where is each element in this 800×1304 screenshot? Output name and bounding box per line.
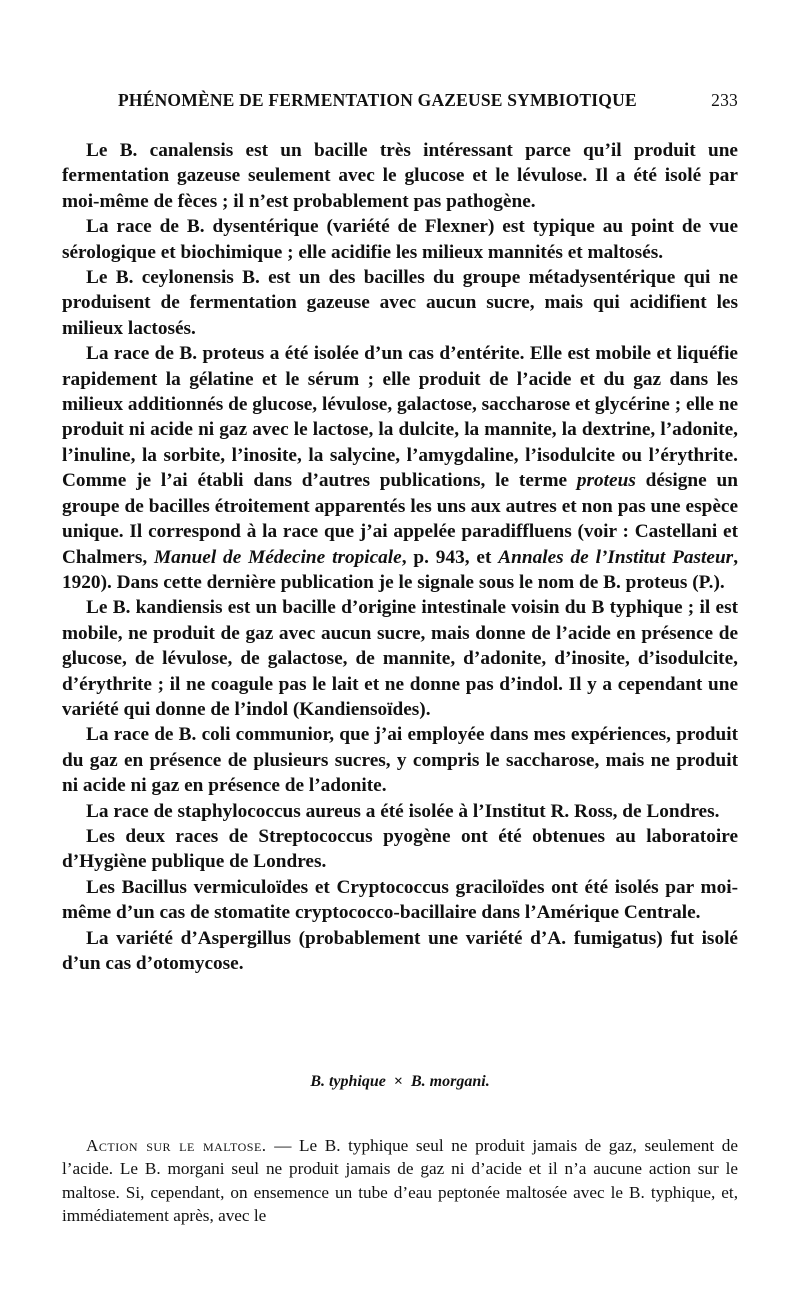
section-heading: [0, 1073, 800, 1091]
paragraph-kandiensis: Le B. kandiensis est un bacille d’origine intestinale voisin du B typhique ; il est mobile, ne produit de gaz avec aucun sucre, mais donne de l’acide en présence de glucose, de lévulose, de galactose, de mannite, d’adonite, d’inosite, d’isodulcite, d’érythrite ; il ne coagule pas le lait et ne donne pas d’indol. Il y a cependant une variété qui donne de l’indol (Kandiensoïdes).: [62, 597, 738, 720]
paragraph-proteus: [62, 341, 738, 595]
paragraph-proteus-part1: La race de B. proteus a été isolée d’un cas d’entérite. Elle est mobile et liquéfie rapidement la gélatine et le sérum ; elle produit de l’acide et du gaz dans les milieux additionnés de glucose, lévulose, galactose, saccharose et glycérine ; elle ne produit ni acide ni gaz avec le lactose, la dulcite, la mannite, la dextrine, l’adonite, l’inuline, la sorbite, l’inosite, la salycine, l’amygdaline, l’isodulcite ou l’érythrite. Comme je l’ai établi dans d’autres publications, le terme: [62, 343, 738, 492]
paragraph-proteus-part4: , 1920). Dans cette dernière publication je le signale sous le nom de B. proteus (P.).: [62, 546, 739, 593]
cross-symbol: ×: [393, 1073, 403, 1090]
section-heading-right: B. morgani.: [411, 1073, 490, 1090]
paragraph-vermiculoides: Les Bacillus vermiculoïdes et Cryptococcus graciloïdes ont été isolés par moi-même d’un cas de stomatite cryptococco-bacillaire dans l’Amérique Centrale.: [62, 876, 738, 924]
paragraph-canalensis: Le B. canalensis est un bacille très intéressant parce qu’il produit une fermentation gazeuse seulement avec le glucose et le lévulose. Il a été isolé par moi-même de fèces ; il n’est probablement pas pathogène.: [62, 140, 738, 212]
section-lead-in: Action sur le maltose.: [86, 1136, 267, 1155]
paragraph-staphylococcus: La race de staphylococcus aureus a été isolée à l’Institut R. Ross, de Londres.: [86, 800, 720, 822]
page-number: 233: [711, 90, 738, 110]
paragraph-action-maltose: [62, 1134, 738, 1228]
citation-manuel-title: Manuel de Médecine tropicale: [154, 546, 402, 568]
paragraph-ceylonensis: Le B. ceylonensis B. est un des bacilles du groupe métadysentérique qui ne produisent de fermentation gazeuse avec aucun sucre, mais qui acidifient les milieux lactosés.: [62, 267, 738, 339]
paragraph-coli-communior: La race de B. coli communior, que j’ai employée dans mes expériences, produit du gaz en présence de plusieurs sucres, y compris le saccharose, mais ne produit ni acide ni gaz en présence de l’adonite.: [62, 724, 738, 797]
section-body: — Le B. typhique seul ne produit jamais de gaz, seulement de l’acide. Le B. morgani seul ne produit jamais de gaz ni d’acide et il n’a aucune action sur le maltose. Si, cependant, on ensemence un tube d’eau peptonée maltosée avec le B. typhique, et, immédiatement après, avec le: [62, 1136, 738, 1226]
paragraph-proteus-part2: désigne un groupe de bacilles étroitement apparentés les uns aux autres et non pas une espèce unique. Il correspond à la race que j’ai appelée paradiffluens (voir : Castellani et Chalmers,: [62, 470, 738, 568]
running-head-title: PHÉNOMÈNE DE FERMENTATION GAZEUSE SYMBIOTIQUE: [118, 90, 637, 110]
paragraph-streptococcus: Les deux races de Streptococcus pyogène ont été obtenues au laboratoire d’Hygiène publique de Londres.: [62, 825, 738, 873]
section-text: [62, 1134, 738, 1228]
paragraph-dysenterique: La race de B. dysentérique (variété de Flexner) est typique au point de vue sérologique et biochimique ; elle acidifie les milieux mannités et maltosés.: [62, 216, 738, 263]
paragraph-proteus-part3: , p. 943, et: [401, 546, 499, 568]
citation-annales-title: Annales de l’Institut Pasteur: [498, 546, 734, 568]
body-text: [62, 138, 738, 976]
paragraph-proteus-italic-term: proteus: [576, 470, 636, 492]
paragraph-aspergillus: La variété d’Aspergillus (probablement une variété d’A. fumigatus) fut isolé d’un cas d’otomycose.: [62, 927, 738, 974]
section-heading-left: B. typhique: [310, 1073, 386, 1090]
running-head: [118, 90, 738, 111]
